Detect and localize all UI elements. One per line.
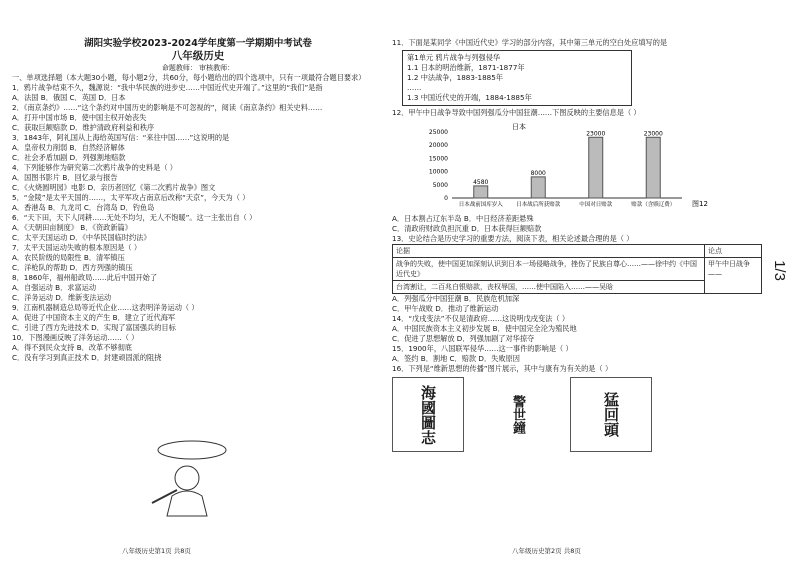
question-line: A．自强运动 B．求富运动 (12, 283, 97, 292)
q14-options: A．中国民族资本主义初步发展 B．使中国完全沦为殖民地 (392, 324, 577, 333)
question-line: C．洋务运动 D．维新变法运动 (12, 293, 112, 302)
table-cell: 甲午中日战争—— (705, 258, 762, 294)
data-label: 8000 (530, 169, 546, 177)
q13-options: C．甲午战败 D．推动了维新运动 (392, 304, 499, 313)
bar (531, 177, 545, 198)
question-line: 10．下图漫画反映了洋务运动……（ ） (12, 333, 139, 342)
chart-title: 日本 (512, 123, 526, 131)
q12-options: C．清政府财政负担沉重 D．日本获得巨额赔款 (392, 224, 542, 233)
q14-options: C．促进了思想解放 D．列强加剧了对华掠夺 (392, 334, 535, 343)
y-tick-label: 15000 (428, 155, 448, 163)
question-line: A．香港岛 B．九龙司 C．台湾岛 D．钓鱼岛 (12, 203, 155, 212)
y-tick-label: 5000 (432, 181, 448, 189)
exam-title: 湖阳实验学校2023-2024学年度第一学期期中考试卷 (84, 38, 312, 49)
question-line: 6．“天下田，天下人同耕……无处不均匀，无人不饱暖”。这一主张出自（ ） (12, 213, 257, 222)
table-header: 论点 (705, 245, 762, 258)
bar (589, 137, 603, 198)
question-line: 2．《南京条约》……“这个条约对中国历史的影响是不可忽视的”，阅读《南京条约》相关史料…… (12, 103, 323, 112)
question-line: C．获取巨额赔款 D．维护清政府利益和秩序 (12, 123, 155, 132)
q11-box-line: 1.2 中法战争，1883-1885年 (407, 73, 504, 82)
question-line: C．太平天国运动 D．《中华民国临时约法》 (12, 233, 151, 242)
question-line: A．《天朝田亩制度》 B．《资政新篇》 (12, 223, 132, 232)
x-tick-label: 中国对日赔款 (579, 202, 613, 208)
bar-chart (392, 120, 762, 212)
question-line: A．国图书影片 B．回忆录与报告 (12, 173, 118, 182)
data-label: 4580 (473, 178, 489, 186)
table-cell: 战争的失败，使中国更加深刻认识到日本一场侵略战争，挫伤了民族自尊心……——徐中约《中国近代史》 (393, 258, 705, 281)
exam-meta: 命题教师： 审核教师： (161, 64, 235, 72)
question-line: 8．1860年，福州船政局……此后中国开始了 (12, 273, 158, 282)
question-line: C．《火烧圆明园》电影 D．亲历者回忆《第二次鸦片战争》图文 (12, 183, 216, 192)
data-label: 23000 (643, 130, 663, 138)
footer-right: 八年级历史第2页 共8页 (512, 547, 581, 555)
footer-left: 八年级历史第1页 共8页 (122, 547, 191, 555)
y-tick-label: 0 (444, 195, 448, 202)
right-page (392, 38, 762, 555)
q11-box-line: 第1单元 鸦片战争与列强侵华 (407, 53, 501, 62)
question-line: C．社会矛盾加剧 D．列强割地赔款 (12, 153, 126, 162)
q11-box-line: 1.1 日本的明治维新，1871-1877年 (407, 63, 525, 72)
question-line: C．洋枪队的帮助 D．西方列强的镇压 (12, 263, 133, 272)
q11-box-line: …… (407, 83, 422, 92)
question-line: A．法国 B．俄国 C．英国 D．日本 (12, 93, 126, 102)
question-list-left (12, 83, 384, 363)
question-line: 9．江南机器制造总局等近代企业……这表明洋务运动（ ） (12, 303, 199, 312)
q11-box-line: 1.3 中国近代史的开端，1884-1885年 (407, 93, 532, 102)
question-line: 5．“金陵”是太平天国的……，太平军攻占南京后改称“天京”，今天为（ ） (12, 193, 250, 202)
table-header: 论据 (393, 245, 705, 258)
question-12: 12．甲午中日战争导致中国列强瓜分中国狂潮……下图反映的主要信息是（ ） (392, 108, 641, 117)
q13-options: A．列强瓜分中国狂潮 B．民族危机加深 (392, 294, 520, 303)
question-14: 14．“戊戌变法”不仅是清政府……这说明戊戌变法（ ） (392, 314, 570, 323)
question-line: 4．下列能够作为研究第二次鸦片战争的史料是（ ） (12, 163, 177, 172)
page-marker: 1/3 (771, 260, 789, 281)
y-tick-label: 20000 (428, 142, 448, 150)
question-line: A．打开中国市场 B．使中国主权开始丧失 (12, 113, 147, 122)
q12-options: A．日本割占辽东半岛 B．中日经济差距悬殊 (392, 214, 534, 223)
question-line: C．没有学习到真正技术 D．封建顽固派的阻挠 (12, 353, 162, 362)
question-line: A．促进了中国资本主义的产生 B．建立了近代海军 (12, 313, 176, 322)
q11-box (402, 50, 632, 106)
bar (474, 186, 488, 198)
left-page (12, 38, 384, 555)
section-heading: 一、单项选择题（本大题30小题，每小题2分，共60分，每小题给出的四个选项中，只有一项最符合题目要求） (12, 73, 366, 82)
q15-options: A．签约 B．割地 C．赔款 D．失败原因 (392, 354, 520, 363)
question-line: A．农民阶级的局限性 B．清军镇压 (12, 253, 125, 262)
y-tick-label: 10000 (428, 168, 448, 176)
book-image: 海國圖志 (392, 377, 464, 452)
x-tick-label: 赔款（含赎辽费） (631, 202, 676, 208)
q16-images (392, 377, 762, 452)
question-line: 1．鸦片战争结束不久，魏源说：“我中华民族的进步史……中国近代史开端了。”这里的“我们”是指 (12, 83, 323, 92)
question-line: 3．1843年，阿礼国从上海给英国写信：“来往中国……”这说明的是 (12, 133, 230, 142)
book-image: 猛回頭 (570, 377, 652, 452)
question-15: 15．1900年，八国联军侵华……这一事件的影响是（ ） (392, 344, 573, 353)
data-label: 23000 (586, 130, 606, 138)
question-line: A．皇帝权力削弱 B．自然经济解体 (12, 143, 125, 152)
question-line: A．得不到民众支持 B．改革不够彻底 (12, 343, 132, 352)
question-13: 13．史论结合是历史学习的重要方法，阅读下表，相关论述最合理的是（ ） (392, 234, 634, 243)
table-cell: 台湾割让，二百兆白银赔款，丧权辱国，……使中国陷入……——吴晗 (393, 281, 705, 294)
book-image: 警世鐘 (510, 395, 525, 434)
question-line: 7．太平天国运动失败的根本原因是（ ） (12, 243, 142, 252)
bar (646, 137, 660, 198)
x-tick-label: 日本战前国库岁入 (458, 202, 503, 208)
chart-caption: 图12 (692, 200, 708, 208)
q13-table (392, 244, 762, 294)
x-tick-label: 日本战后所获赔款 (516, 202, 561, 208)
y-tick-label: 25000 (428, 129, 448, 136)
cartoon-image (132, 438, 262, 518)
question-line: C．引进了西方先进技术 D．实现了富国强兵的目标 (12, 323, 176, 332)
question-16: 16．下列是“维新思想的传播”图片展示，其中与康有为有关的是（ ） (392, 364, 613, 373)
question-11: 11．下面是某同学《中国近代史》学习的部分内容，其中第三单元的空白处应填写的是 (392, 38, 668, 47)
exam-subject: 八年级历史 (171, 50, 225, 62)
